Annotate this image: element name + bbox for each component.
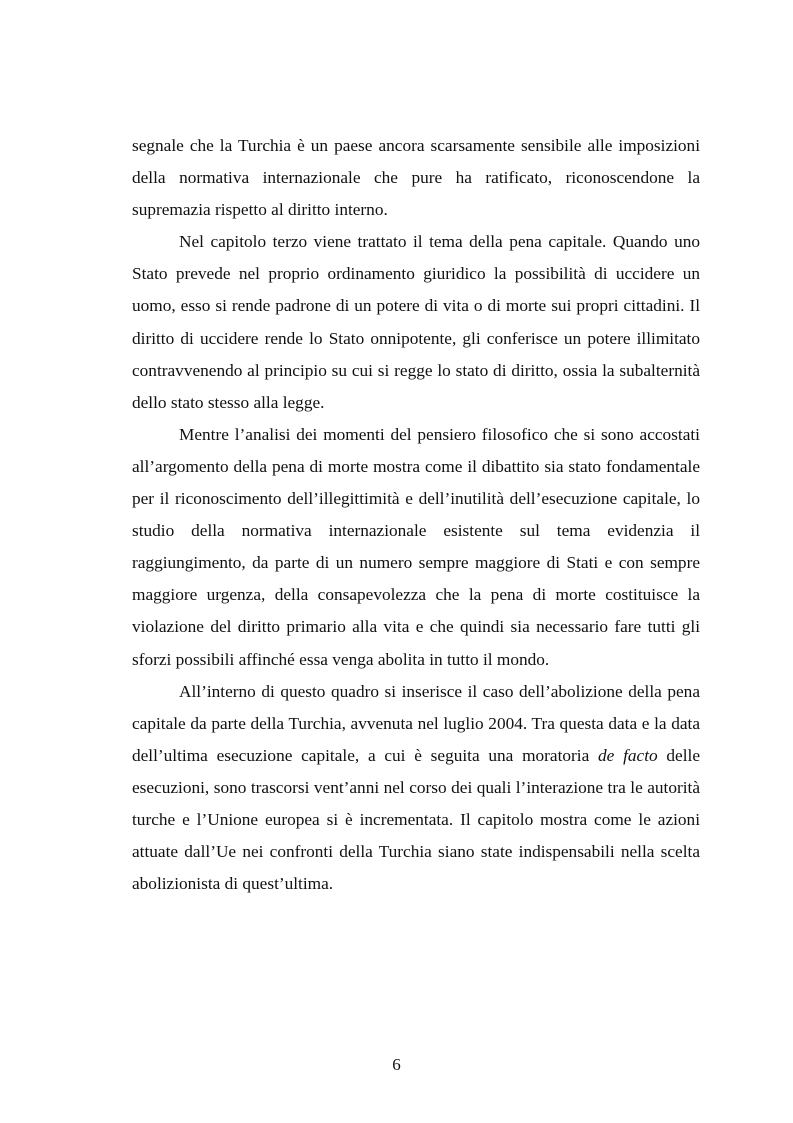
paragraph-4 xyxy=(132,676,700,901)
paragraph-4-start: All’interno di questo quadro si inserisce il caso dell’abolizione della pena capitale da parte della Turchia, avvenuta nel luglio 2004. Tra questa data e la data dell’ultima esecuzione capitale, a cui è seguita una moratoria xyxy=(132,681,700,765)
paragraph-2: Nel capitolo terzo viene trattato il tema della pena capitale. Quando uno Stato prevede nel proprio ordinamento giuridico la possibilità di uccidere un uomo, esso si rende padrone di un potere di vita o di morte sui propri cittadini. Il diritto di uccidere rende lo Stato onnipotente, gli conferisce un potere illimitato contravvenendo al principio su cui si regge lo stato di diritto, ossia la subalternità dello stato stesso alla legge. xyxy=(132,232,700,412)
page-number: 6 xyxy=(392,1055,401,1074)
italic-term: de facto xyxy=(598,745,658,765)
paragraph-1: segnale che la Turchia è un paese ancora scarsamente sensibile alle imposizioni della normativa internazionale che pure ha ratificato, riconoscendone la supremazia rispetto al diritto interno. xyxy=(132,136,700,220)
paragraph-3: Mentre l’analisi dei momenti del pensiero filosofico che si sono accostati all’argomento della pena di morte mostra come il dibattito sia stato fondamentale per il riconoscimento dell’illegittimità e dell’inutilità dell’esecuzione capitale, lo studio della normativa internazionale esistente sul tema evidenzia il raggiungimento, da parte di un numero sempre maggiore di Stati e con sempre maggiore urgenza, della consapevolezza che la pena di morte costituisce la violazione del diritto primario alla vita e che quindi sia necessario fare tutti gli sforzi possibili affinché essa venga abolita in tutto il mondo. xyxy=(132,424,700,669)
paragraph-4-end: delle esecuzioni, sono trascorsi vent’anni nel corso dei quali l’interazione tra le autorità turche e l’Unione europea si è incrementata. Il capitolo mostra come le azioni attuate dall’Ue nei confronti della Turchia siano state indispensabili nella scelta abolizionista di quest’ultima. xyxy=(132,745,700,894)
body-text xyxy=(132,130,700,900)
